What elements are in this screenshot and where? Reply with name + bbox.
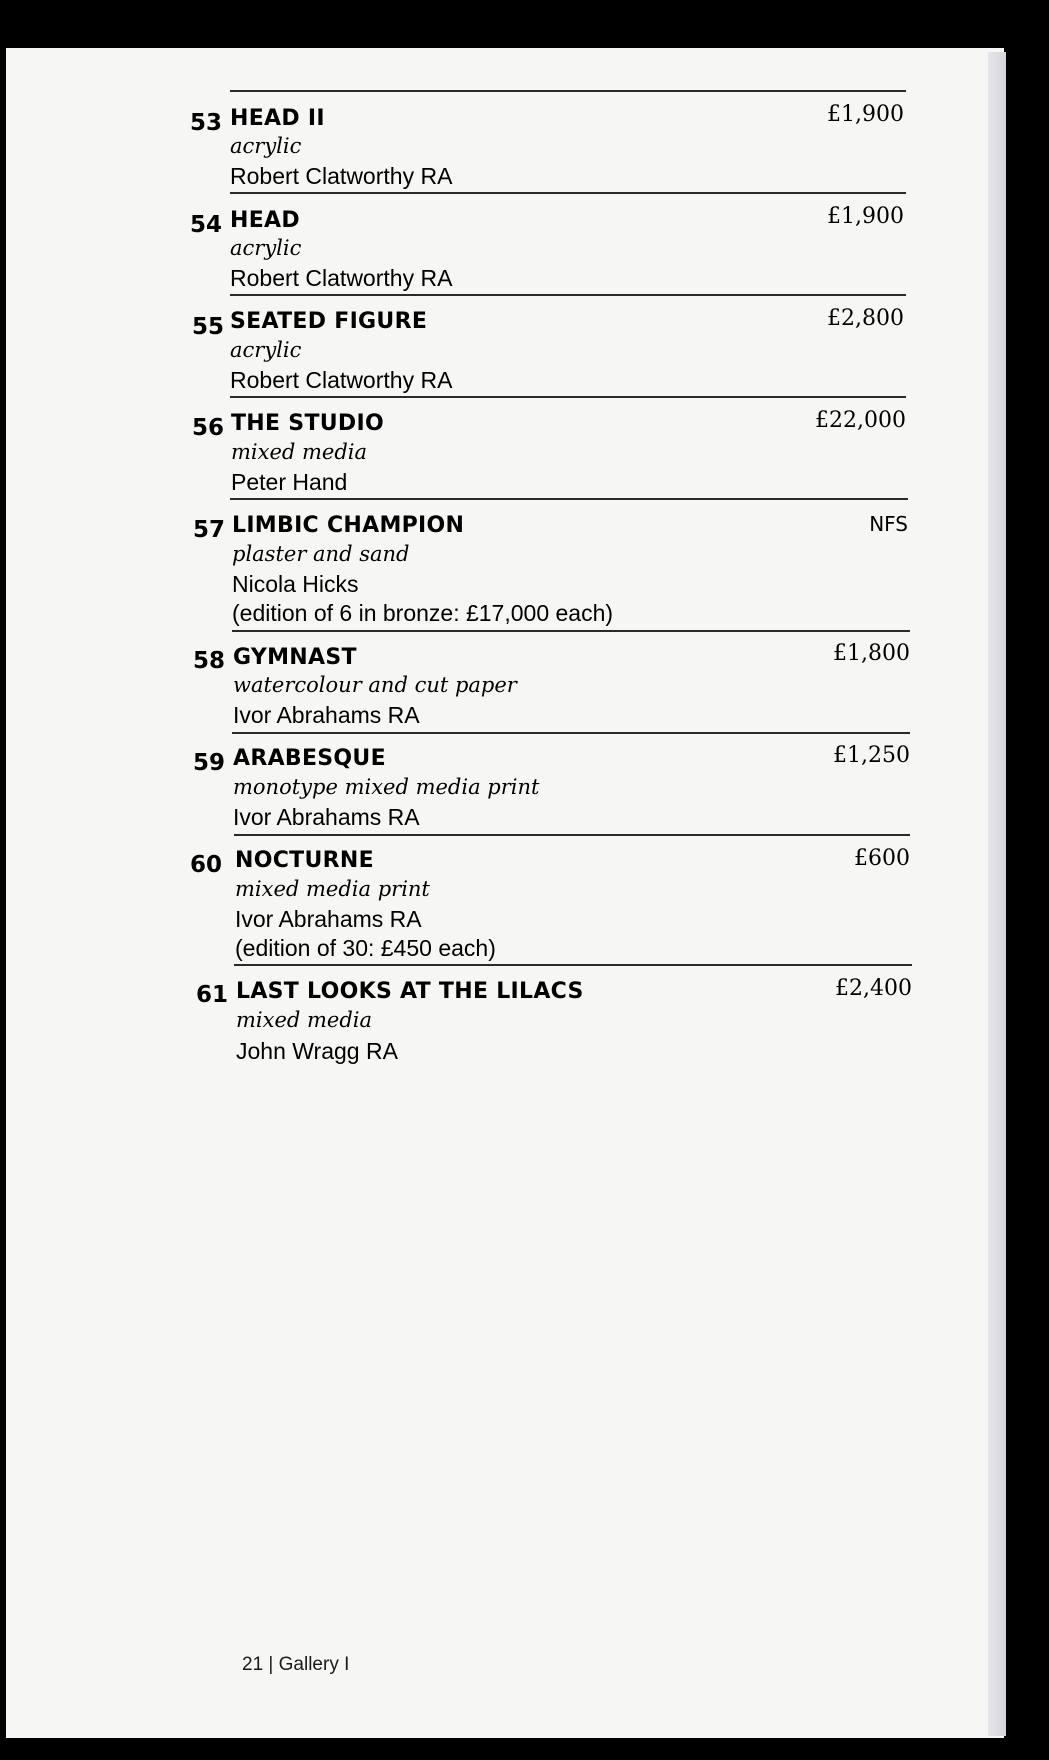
entry-price: £22,000 bbox=[815, 408, 906, 433]
entry-title: ARABESQUE bbox=[233, 746, 386, 771]
entry-price: £1,800 bbox=[833, 641, 910, 666]
entry-number: 57 bbox=[193, 517, 226, 543]
entry-title: LIMBIC CHAMPION bbox=[232, 513, 465, 538]
entry-artist: Robert Clatworthy RA bbox=[230, 367, 453, 393]
entry-title: HEAD bbox=[230, 208, 300, 233]
entry-number: 58 bbox=[193, 648, 226, 674]
entry-divider bbox=[230, 192, 906, 194]
entry-edition-note: (edition of 6 in bronze: £17,000 each) bbox=[232, 600, 614, 626]
entry-number: 56 bbox=[192, 415, 225, 441]
entry-number: 59 bbox=[193, 750, 226, 776]
entry-medium: mixed media bbox=[231, 440, 368, 464]
entry-artist: Nicola Hicks bbox=[232, 571, 359, 597]
page-edge bbox=[988, 52, 1006, 1736]
entry-price: £1,900 bbox=[827, 102, 904, 127]
entry-artist: Ivor Abrahams RA bbox=[235, 906, 422, 932]
entry-title: NOCTURNE bbox=[235, 848, 374, 873]
entry-price: £2,800 bbox=[827, 306, 904, 331]
entry-divider bbox=[230, 498, 908, 500]
entry-price: £600 bbox=[854, 846, 910, 871]
entry-edition-note: (edition of 30: £450 each) bbox=[235, 935, 496, 961]
entry-number: 61 bbox=[196, 982, 229, 1008]
page-number: 21 bbox=[242, 1654, 264, 1675]
section-name: Gallery I bbox=[278, 1654, 350, 1675]
entry-title: THE STUDIO bbox=[231, 411, 384, 436]
entry-medium: mixed media bbox=[236, 1008, 373, 1032]
entry-divider bbox=[230, 90, 906, 92]
entry-artist: Robert Clatworthy RA bbox=[230, 265, 453, 291]
entry-medium: acrylic bbox=[230, 236, 302, 260]
entry-divider bbox=[230, 396, 906, 398]
entry-title: SEATED FIGURE bbox=[230, 309, 428, 334]
entry-divider bbox=[230, 294, 906, 296]
entry-price: £1,250 bbox=[833, 743, 910, 768]
entry-title: LAST LOOKS AT THE LILACS bbox=[236, 979, 584, 1004]
entry-divider bbox=[234, 834, 910, 836]
catalogue-page bbox=[6, 48, 1004, 1738]
entry-number: 53 bbox=[190, 110, 223, 136]
entry-artist: John Wragg RA bbox=[236, 1038, 398, 1064]
entry-artist: Peter Hand bbox=[231, 469, 348, 495]
entry-medium: acrylic bbox=[230, 134, 302, 158]
entry-price: NFS bbox=[869, 512, 908, 536]
entry-divider bbox=[232, 732, 910, 734]
entry-artist: Ivor Abrahams RA bbox=[233, 804, 420, 830]
entry-medium: plaster and sand bbox=[232, 542, 410, 566]
entry-number: 60 bbox=[190, 852, 223, 878]
entry-medium: monotype mixed media print bbox=[233, 775, 540, 799]
entry-medium: acrylic bbox=[230, 338, 302, 362]
entry-artist: Robert Clatworthy RA bbox=[230, 163, 453, 189]
entry-medium: watercolour and cut paper bbox=[233, 673, 517, 697]
entry-price: £1,900 bbox=[827, 204, 904, 229]
entry-title: HEAD II bbox=[230, 106, 325, 131]
page-footer bbox=[242, 1654, 349, 1676]
entry-artist: Ivor Abrahams RA bbox=[233, 702, 420, 728]
entry-price: £2,400 bbox=[835, 976, 912, 1001]
entry-title: GYMNAST bbox=[233, 645, 357, 670]
entry-divider bbox=[234, 964, 912, 966]
entry-number: 55 bbox=[192, 314, 225, 340]
entry-divider bbox=[232, 630, 910, 632]
entry-number: 54 bbox=[190, 212, 223, 238]
footer-separator: | bbox=[268, 1654, 274, 1675]
entry-medium: mixed media print bbox=[235, 877, 430, 901]
